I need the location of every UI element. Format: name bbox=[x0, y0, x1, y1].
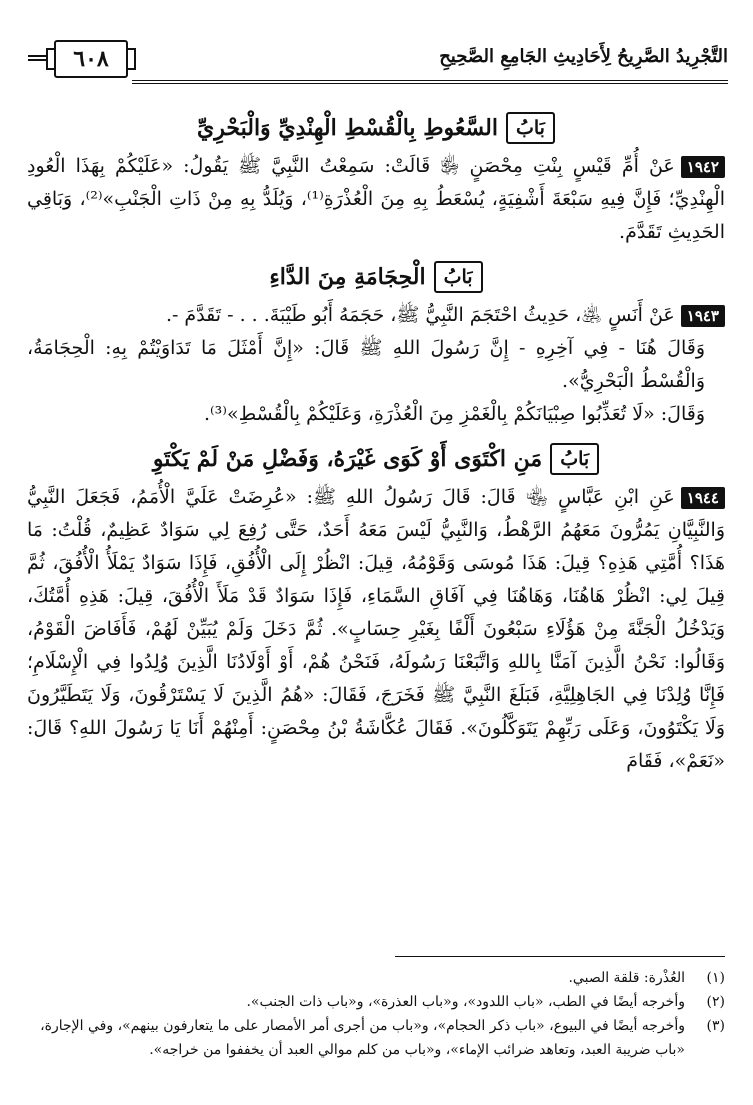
footnotes bbox=[27, 966, 725, 1062]
footnote-text: وأخرجه أيضًا في الطب، «باب اللدود»، و«باب العذرة»، و«باب ذات الجنب». bbox=[246, 994, 685, 1010]
header-rule bbox=[132, 80, 728, 84]
footnote-number: (٣) bbox=[706, 1018, 725, 1034]
hadith-text: عَنِ ابْنِ عَبَّاسٍ ﵄ قَالَ: قَالَ رَسُولُ اللهِ ﷺ: «عُرِضَتْ عَلَيَّ الْأُمَمُ، فَجَعَلَ النَّبِيُّ وَالنَّبِيَّانِ يَمُرُّونَ مَعَهُمُ الرَّهْطُ، وَالنَّبِيُّ لَيْسَ مَعَهُ أَحَدٌ، حَتَّى رُفِعَ لِي سَوَادٌ عَظِيمٌ، قُلْتُ: مَا هَذَا؟ أُمَّتِي هَذِهِ؟ قِيلَ: هَذَا مُوسَى وَقَوْمُهُ، قِيلَ: انْظُرْ إِلَى الْأُفُقِ، فَإِذَا سَوَادٌ يَمْلَأُ الْأُفُقَ، ثُمَّ قِيلَ لِي: انْظُرْ هَاهُنَا، وَهَاهُنَا فِي آفَاقِ السَّمَاءِ، فَإِذَا سَوَادٌ قَدْ مَلَأَ الْأُفُقَ، قِيلَ: هَذِهِ أُمَّتُكَ، وَيَدْخُلُ الْجَنَّةَ مِنْ هَؤُلَاءِ سَبْعُونَ أَلْفًا بِغَيْرِ حِسَابٍ». ثُمَّ دَخَلَ وَلَمْ يُبَيِّنْ لَهُمْ، فَأَفَاضَ الْقَوْمُ، وَقَالُوا: نَحْنُ الَّذِينَ آمَنَّا بِاللهِ وَاتَّبَعْنَا رَسُولَهُ، فَنَحْنُ هُمْ، أَوْ أَوْلَادُنَا الَّذِينَ وُلِدُوا فِي الْإِسْلَامِ؛ فَإِنَّا وُلِدْنَا فِي الجَاهِلِيَّةِ، فَبَلَغَ النَّبِيَّ ﷺ فَخَرَجَ، فَقَالَ: «هُمُ الَّذِينَ لَا يَسْتَرْقُونَ، وَلَا يَتَطَيَّرُونَ وَلَا يَكْتَوُونَ، وَعَلَى رَبِّهِمْ يَتَوَكَّلُونَ». فَقَالَ عُكَّاشَةُ بْنُ مِحْصَنٍ: أَمِنْهُمْ أَنَا يَا رَسُولَ اللهِ؟ قَالَ: «نَعَمْ»، فَقَامَ bbox=[27, 486, 725, 772]
hadith-number: ١٩٤٤ bbox=[681, 487, 725, 509]
bab-label: بَابُ bbox=[434, 261, 483, 293]
running-title: التَّجْرِيدُ الصَّرِيحُ لِأَحَادِيثِ الجَامِعِ الصَّحِيحِ bbox=[439, 46, 728, 67]
hadith-number: ١٩٤٣ bbox=[681, 305, 725, 327]
footnote-number: (١) bbox=[706, 970, 725, 986]
footnote-text: وأخرجه أيضًا في البيوع، «باب ذكر الحجام»، و«باب من أجرى أمر الأمصار على ما يتعارفون بينهم»، وفي الإجارة، «باب ضريبة العبد، وتعاهد ضرائب الإماء»، و«باب من كلم موالي العبد أن يخففوا من خراجه». bbox=[40, 1018, 685, 1058]
chapter-title: الْحِجَامَةِ مِنَ الدَّاءِ bbox=[269, 264, 426, 290]
page-header bbox=[28, 40, 728, 90]
hadith-paragraph: وَقَالَ هُنَا - فِي آخِرِهِ - إِنَّ رَسُولَ اللهِ ﷺ قَالَ: «إِنَّ أَمْثَلَ مَا تَدَاوَيْتُمْ بِهِ: الْحِجَامَةُ، وَالْقُسْطُ الْبَحْرِيُّ». bbox=[27, 337, 705, 392]
chapter-heading bbox=[27, 443, 725, 475]
chapter-title: السَّعُوطِ بِالْقُسْطِ الْهِنْدِيِّ وَالْبَحْرِيِّ bbox=[197, 115, 498, 141]
bab-label: بَابُ bbox=[550, 443, 599, 475]
footnote-rule bbox=[395, 956, 725, 957]
hadith-paragraph: وَقَالَ: «لَا تُعَذِّبُوا صِبْيَانَكُمْ بِالْغَمْزِ مِنَ الْعُذْرَةِ، وَعَلَيْكُمْ بِالْقُسْطِ»⁽³⁾. bbox=[203, 403, 705, 425]
footnote bbox=[27, 966, 725, 990]
footnote bbox=[27, 990, 725, 1014]
chapter-title: مَنِ اكْتَوَى أَوْ كَوَى غَيْرَهُ، وَفَضْلِ مَنْ لَمْ يَكْتَوِ bbox=[152, 446, 543, 472]
header-dash bbox=[28, 55, 48, 61]
bab-label: بَابُ bbox=[506, 112, 555, 144]
hadith-text: عَنْ أَنَسٍ ﵁، حَدِيثُ احْتَجَمَ النَّبِيُّ ﷺ، حَجَمَهُ أَبُو طَيْبَةَ. . . - تَقَدَّمَ -. bbox=[165, 304, 675, 326]
hadith-paragraph bbox=[27, 150, 725, 249]
hadith-number: ١٩٤٢ bbox=[681, 156, 725, 178]
hadith-text: عَنْ أُمِّ قَيْسٍ بِنْتِ مِحْصَنٍ ﵂ قَالَتْ: سَمِعْتُ النَّبِيَّ ﷺ يَقُولُ: «عَلَيْكُمْ بِهَذَا الْعُودِ الْهِنْدِيِّ؛ فَإِنَّ فِيهِ سَبْعَةَ أَشْفِيَةٍ، يُسْعَطُ بِهِ مِنَ الْعُذْرَةِ⁽¹⁾، وَيُلَدُّ بِهِ مِنْ ذَاتِ الْجَنْبِ»⁽²⁾، وَبَاقِي الحَدِيثِ تَقَدَّمَ. bbox=[27, 155, 726, 243]
footnote-number: (٢) bbox=[706, 994, 725, 1010]
chapter-heading bbox=[27, 261, 725, 293]
page-body bbox=[27, 108, 725, 778]
hadith-paragraph bbox=[27, 299, 725, 332]
chapter-heading bbox=[27, 112, 725, 144]
footnote-text: العُذْرة: قلقة الصبي. bbox=[568, 970, 685, 986]
footnote bbox=[27, 1014, 725, 1062]
hadith-paragraph bbox=[27, 481, 725, 778]
page-number: ٦٠٨ bbox=[54, 40, 128, 78]
